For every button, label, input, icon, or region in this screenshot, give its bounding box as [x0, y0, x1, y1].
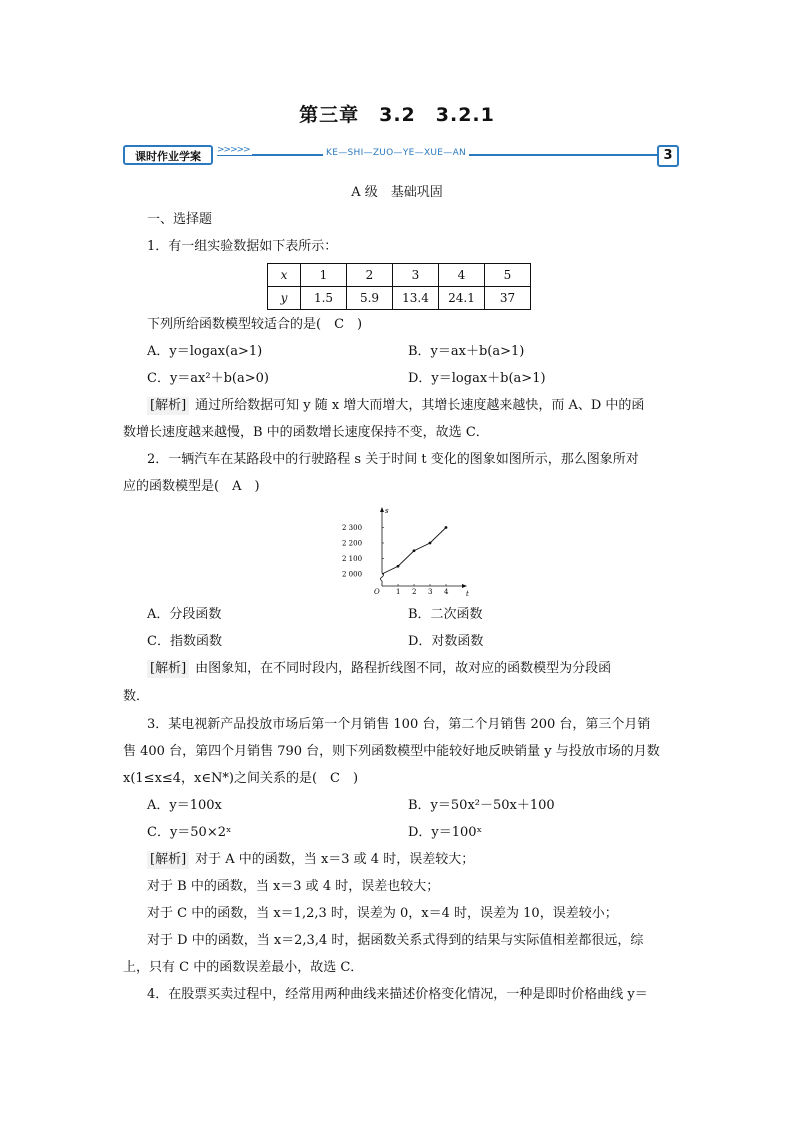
- analysis-tag: [解析]: [147, 397, 189, 415]
- q3-stem-line2: 售 400 台，第四个月销售 790 台，则下列函数模型中能较好地反映销量 y 与投放市场的月数: [123, 744, 660, 759]
- table-cell: 1: [301, 264, 347, 287]
- q2-stem-line2: 应的函数模型是( A ): [123, 479, 260, 494]
- part-heading: 一、选择题: [147, 212, 213, 227]
- table-cell: 3: [393, 264, 439, 287]
- table-cell: 13.4: [393, 287, 439, 310]
- q2-option-c: C．指数函数: [147, 634, 222, 649]
- banner-arrows: >>>>>: [217, 145, 250, 155]
- x-axis-arrow: [462, 584, 467, 588]
- q1-analysis-line2: 数增长速度越来越慢，B 中的函数增长速度保持不变，故选 C．: [123, 425, 489, 440]
- table-cell: 4: [439, 264, 485, 287]
- q1-option-a: A．y＝logax(a>1): [147, 344, 263, 359]
- q3-option-a: A．y＝100x: [147, 798, 222, 813]
- chart-axes: [374, 507, 469, 598]
- chart-ticks: [342, 524, 449, 596]
- table-row: [268, 264, 531, 287]
- banner-pinyin: KE—SHI—ZUO—YE—XUE—AN: [323, 148, 469, 158]
- table-cell: 24.1: [439, 287, 485, 310]
- table-cell: x: [268, 264, 301, 287]
- x-tick-label: 1: [396, 588, 401, 596]
- y-tick-label: 2 000: [342, 570, 363, 579]
- table-cell: 5.9: [347, 287, 393, 310]
- q1-analysis-line1: [解析] 通过所给数据可知 y 随 x 增大而增大，其增长速度越来越快，而 A、D 中的函: [147, 397, 707, 415]
- data-point: [413, 549, 416, 552]
- data-point: [429, 542, 432, 545]
- q2-option-d: D．对数函数: [408, 634, 484, 649]
- y-tick-label: 2 300: [342, 524, 363, 532]
- analysis-tag: [解析]: [147, 660, 189, 678]
- q1-option-b: B．y＝ax＋b(a>1): [408, 344, 525, 359]
- distance-time-chart: [340, 506, 480, 598]
- q3-stem-line3: x(1≤x≤4，x∈N*)之间关系的是( C ): [123, 771, 359, 786]
- q3-option-c: C．y＝50×2ˣ: [147, 825, 232, 840]
- table-cell: 1.5: [301, 287, 347, 310]
- chart-series: [382, 526, 447, 574]
- y-axis-arrow: [380, 507, 384, 512]
- x-tick-label: 2: [412, 588, 417, 596]
- table-cell: 5: [485, 264, 531, 287]
- q3-option-d: D．y＝100ˣ: [408, 825, 483, 840]
- q3-analysis-line4: 对于 D 中的函数，当 x＝2,3,4 时，据函数关系式得到的结果与实际值相差都很远，综: [147, 933, 644, 948]
- data-point: [397, 565, 400, 568]
- y-tick-label: 2 100: [342, 555, 363, 563]
- q2-option-a: A．分段函数: [147, 607, 222, 622]
- lesson-banner: [123, 142, 679, 168]
- q3-analysis-line2: 对于 B 中的函数，当 x＝3 或 4 时，误差也较大；: [147, 879, 440, 894]
- analysis-tag: [解析]: [147, 851, 189, 869]
- origin-label: O: [374, 588, 380, 596]
- x-tick-label: 4: [444, 588, 449, 596]
- q2-analysis-line2: 数．: [123, 689, 150, 704]
- x-axis-label: t: [466, 590, 469, 598]
- table-row: [268, 287, 531, 310]
- table-cell: 37: [485, 287, 531, 310]
- q3-stem-line1: 3．某电视新产品投放市场后第一个月销售 100 台，第二个月销售 200 台，第三个月销: [147, 717, 651, 732]
- q3-analysis-line5: 上，只有 C 中的函数误差最小，故选 C．: [123, 960, 364, 975]
- q1-option-d: D．y＝logax＋b(a>1): [408, 371, 546, 386]
- page-title: 第三章 3.2 3.2.1: [299, 104, 495, 126]
- q2-stem-line1: 2．一辆汽车在某路段中的行驶路程 s 关于时间 t 变化的图象如图所示，那么图象所对: [147, 452, 639, 467]
- q1-option-c: C．y＝ax²＋b(a>0): [147, 371, 269, 386]
- y-tick-label: 2 200: [342, 539, 363, 548]
- table-cell: 2: [347, 264, 393, 287]
- table-cell: y: [268, 287, 301, 310]
- y-axis-label: s: [385, 507, 389, 515]
- q3-analysis-line3: 对于 C 中的函数，当 x＝1,2,3 时，误差为 0，x＝4 时，误差为 10，误差较小；: [147, 906, 618, 921]
- banner-label: 课时作业学案: [123, 145, 213, 165]
- q1-stem: 1．有一组实验数据如下表所示：: [147, 239, 338, 254]
- level-heading: A 级 基础巩固: [351, 185, 443, 200]
- data-point: [445, 526, 448, 529]
- q4-stem-line1: 4．在股票买卖过程中，经常用两种曲线来描述价格变化情况，一种是即时价格曲线 y＝: [147, 987, 648, 1002]
- q1-data-table: [267, 263, 531, 310]
- banner-number: 3: [657, 145, 679, 167]
- q1-prompt: 下列所给函数模型较适合的是( C ): [147, 317, 363, 332]
- q3-option-b: B．y＝50x²－50x＋100: [408, 798, 555, 813]
- x-tick-label: 3: [428, 588, 433, 596]
- q2-analysis-line1: [解析] 由图象知，在不同时段内，路程折线图不同，故对应的函数模型为分段函: [147, 660, 707, 678]
- q3-analysis-line1: [解析] 对于 A 中的函数，当 x＝3 或 4 时，误差较大；: [147, 851, 707, 869]
- q2-option-b: B．二次函数: [408, 607, 483, 622]
